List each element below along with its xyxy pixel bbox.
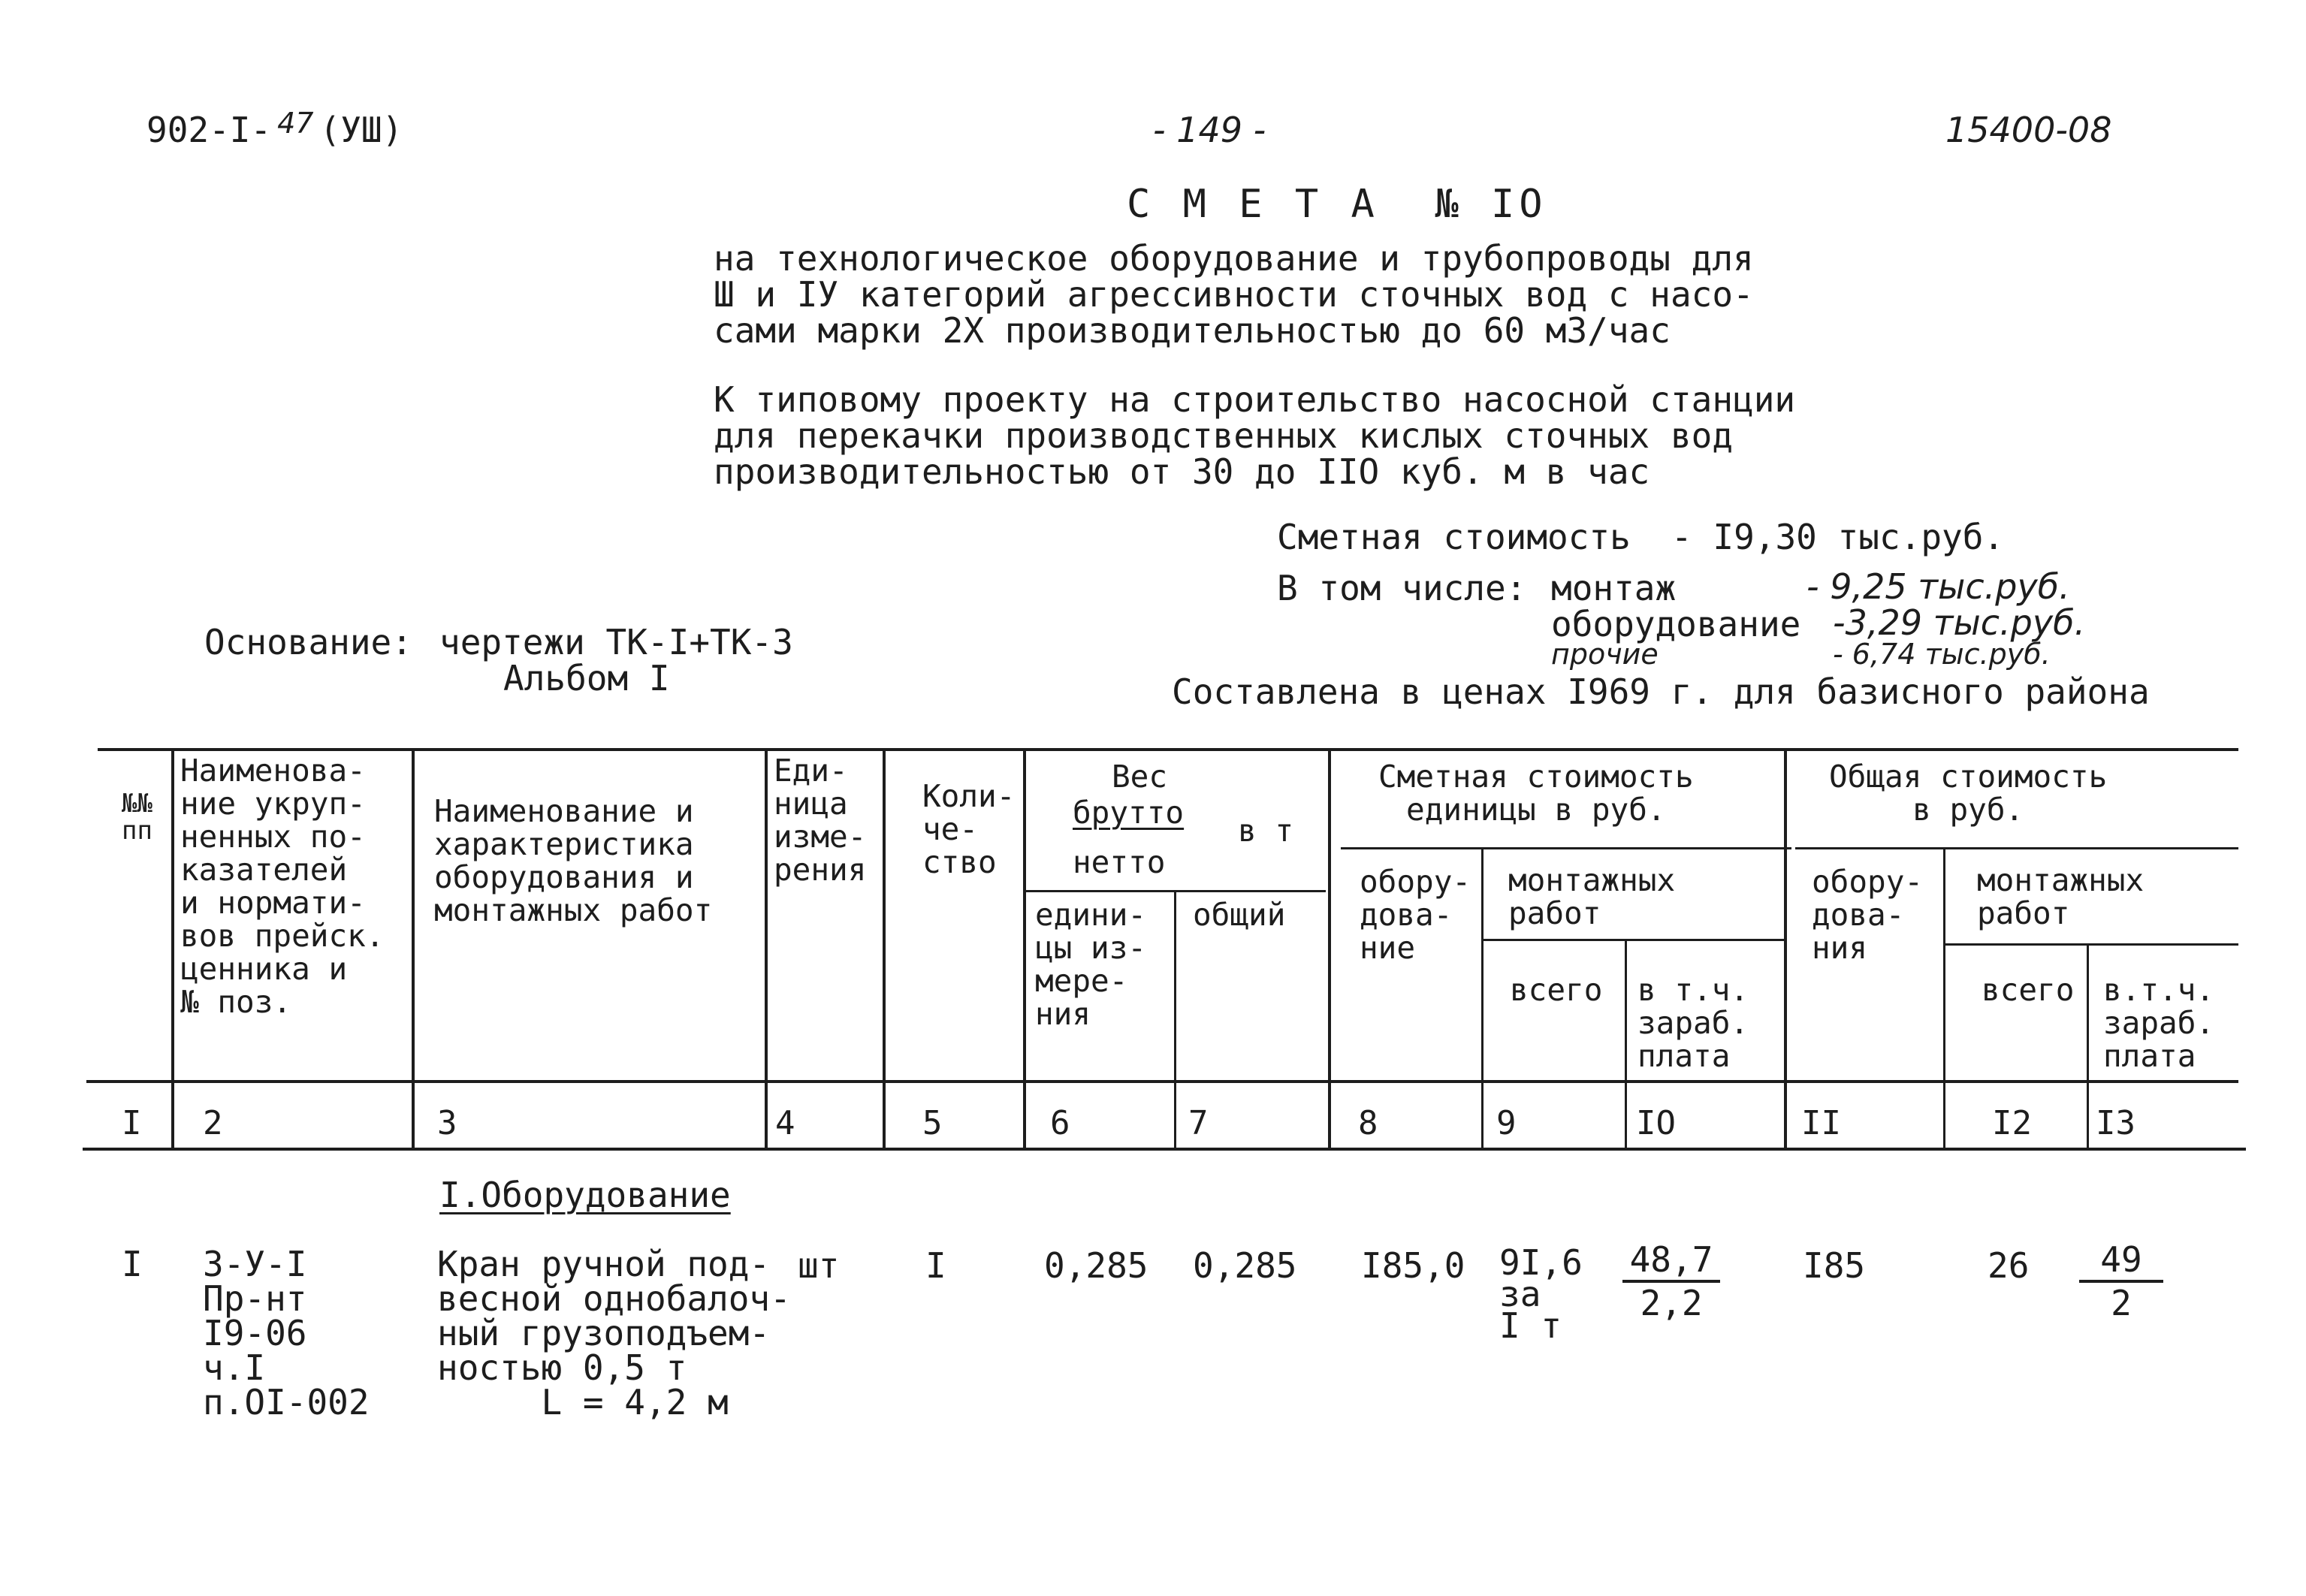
table-column-rule [765, 748, 768, 1148]
row-unit-equipment-cost: I85,0 [1361, 1245, 1465, 1286]
cost-item-label: прочие [1551, 638, 1659, 671]
column-number: 3 [437, 1104, 457, 1142]
column-number: II [1801, 1104, 1841, 1142]
table-top-rule [98, 748, 2238, 751]
header-row-no: №№ пп [122, 789, 152, 846]
table-column-rule [171, 748, 174, 1148]
total-cost-label: Сметная стоимость [1277, 517, 1631, 557]
page-number: - 149 - [1153, 110, 1266, 150]
header-unit-wages: в т.ч. зараб. плата [1637, 972, 1749, 1074]
column-number: 4 [775, 1104, 795, 1142]
subtitle-line: сами марки 2Х производительностью до 60 м3/час [714, 310, 1671, 351]
column-number: I [122, 1104, 142, 1142]
table-column-rule [1481, 847, 1484, 1148]
basis-drawings: чертежи ТК-I+ТК-3 [439, 622, 793, 662]
table-column-rule [1625, 939, 1627, 1148]
series-code: 902-I- $^{47}$ (УШ) [146, 107, 403, 150]
cost-item-label: монтаж [1551, 568, 1677, 608]
header-total-cost: Общая стоимость в руб. [1829, 759, 2108, 828]
page-title: С М Е Т А № IO [1127, 182, 1547, 227]
header-total-wages: в.т.ч. зараб. плата [2103, 972, 2215, 1074]
cost-item-value: - 6,74 тыс.руб. [1833, 638, 2051, 671]
column-number: 6 [1050, 1104, 1070, 1142]
header-weight-unit: в т [1238, 813, 1294, 849]
column-number: 7 [1188, 1104, 1209, 1142]
document-code: 15400-08 [1945, 110, 2112, 150]
column-number: 2 [203, 1104, 223, 1142]
header-unit-mounting-total: всего [1510, 972, 1603, 1008]
row-unit-mounting-cost: 9I,6 за I т [1499, 1242, 1583, 1346]
project-line: К типовому проекту на строительство насосной станции [714, 379, 1796, 420]
column-number: 5 [922, 1104, 943, 1142]
table-column-rule [1784, 748, 1787, 1148]
header-unit-cost: Сметная стоимость единицы в руб. [1378, 759, 1694, 828]
column-number: I3 [2096, 1104, 2135, 1142]
table-column-rule [412, 748, 415, 1148]
row-weight-per-unit: 0,285 [1044, 1245, 1148, 1286]
basis-label: Основание: [204, 622, 412, 662]
subtitle-line: на технологическое оборудование и трубопроводы для [714, 238, 1754, 279]
table-column-rule [2087, 943, 2089, 1148]
row-quantity: I [925, 1245, 946, 1286]
table-column-rule [1328, 748, 1331, 1148]
including-label: В том числе: [1277, 568, 1527, 608]
row-weight-total: 0,285 [1193, 1245, 1297, 1286]
header-weight-brutto: брутто [1073, 795, 1185, 831]
section-title: I.Оборудование [439, 1175, 731, 1215]
row-equipment-name: Кран ручной под- весной однобалоч- ный грузоподъем- ностью 0,5 т L = 4,2 м [437, 1244, 791, 1423]
subtitle [714, 238, 1754, 351]
table-header-rule [86, 1080, 2238, 1083]
row-total-wages: $\frac{49}{2}$ [2079, 1242, 2163, 1320]
header-weight-per-unit: едини- цы из- мере- ния [1035, 897, 1147, 1032]
header-quantity: Коли- че- ство [922, 778, 1016, 880]
header-equipment-name: Наименование и характеристика оборудования и монтажных работ [434, 793, 713, 928]
subtitle-line: Ш и IУ категорий агрессивности сточных вод с насо- [714, 274, 1754, 315]
column-number: I2 [1992, 1104, 2032, 1142]
total-cost-value: - I9,30 тыс.руб. [1671, 517, 2005, 557]
project-reference [714, 379, 1796, 492]
column-number: 9 [1496, 1104, 1517, 1142]
table-column-rule [1174, 890, 1176, 1148]
header-total-equipment: обору- дова- ния [1812, 864, 1924, 966]
project-line: для перекачки производственных кислых сточных вод [714, 415, 1734, 456]
table-column-rule [1943, 847, 1945, 1148]
row-norm-code: 3-У-I Пр-нт I9-06 ч.I п.OI-002 [203, 1244, 370, 1423]
cost-item-value: -3,29 тыс.руб. [1833, 602, 2086, 643]
row-total-equipment-cost: I85 [1803, 1245, 1866, 1286]
cost-item-label: оборудование [1551, 604, 1801, 644]
table-column-rule [883, 748, 886, 1148]
header-unit-equipment: обору- дова- ние [1360, 864, 1471, 966]
row-unit-wages: $\frac{48,7}{2,2}$ [1622, 1242, 1720, 1320]
table-column-rule [1023, 748, 1026, 1148]
basis-album: Альбом I [503, 658, 670, 698]
header-weight-netto: нетто [1073, 844, 1166, 880]
table-rule [1484, 939, 1784, 941]
project-line: производительностью от 30 до IIO куб. м в час [714, 451, 1650, 492]
row-unit: шт [798, 1245, 840, 1286]
row-number: I [122, 1244, 143, 1284]
table-number-rule [83, 1148, 2246, 1151]
header-weight-total: общий [1193, 897, 1286, 933]
header-total-mounting-total: всего [1982, 972, 2075, 1008]
header-unit: Еди- ница изме- рения [774, 753, 867, 888]
cost-item-value: - 9,25 тыс.руб. [1806, 566, 2070, 607]
column-number: 8 [1358, 1104, 1378, 1142]
table-rule [1945, 943, 2238, 946]
header-unit-mounting: монтажных работ [1508, 862, 1676, 931]
table-rule [1341, 847, 1791, 849]
header-total-mounting: монтажных работ [1977, 862, 2145, 931]
header-weight: Вес [1112, 759, 1168, 795]
header-norm-name: Наименова- ние укруп- ненных по- казателей и нормати- вов прейск. ценника и № поз. [180, 753, 385, 1020]
prices-note: Составлена в ценах I969 г. для базисного района [1172, 671, 2150, 712]
row-total-mounting-cost: 26 [1988, 1245, 2030, 1286]
column-number: IO [1636, 1104, 1676, 1142]
table-rule [1795, 847, 2238, 849]
